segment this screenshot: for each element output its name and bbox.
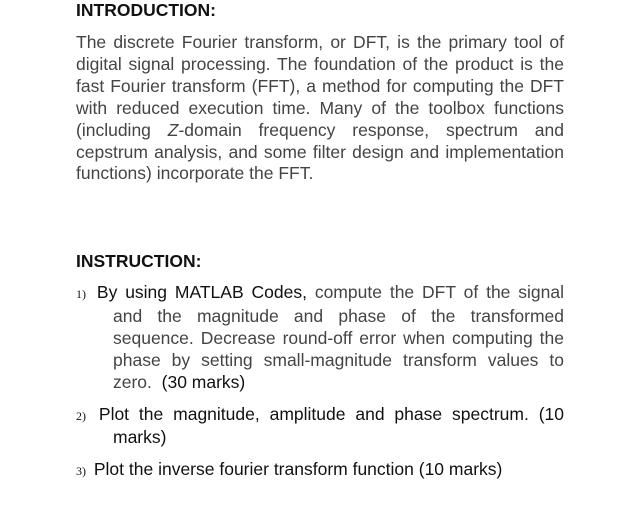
- item-text: Plot the magnitude, amplitude and phase spectrum. (10 marks): [98, 403, 564, 448]
- item-marks: (30 marks): [151, 371, 246, 392]
- item-number: 1): [76, 287, 86, 301]
- intro-text-part-1: The discrete Fourier transform, or DFT, is the primary tool of digital signal processing. The foundation of the product is the fast Fourier transform (FFT), a method for computing the DFT with reduced execution time. Many of the toolbox functions (including: [76, 32, 564, 140]
- instruction-heading: INSTRUCTION:: [76, 251, 202, 271]
- instruction-list: [76, 282, 564, 483]
- introduction-heading: INTRODUCTION:: [76, 0, 216, 20]
- instruction-item-2: [76, 404, 564, 450]
- item-number: 2): [76, 408, 86, 423]
- intro-text-part-2: -domain frequency response, spectrum and cepstrum analysis, and some filter design and implementation functions) incorporate the FFT.: [76, 119, 564, 184]
- instruction-item-1: [76, 282, 564, 394]
- introduction-paragraph: [76, 32, 564, 185]
- item-lead-text: By using MATLAB Codes,: [96, 282, 307, 302]
- item-text: Plot the inverse fourier transform function (10 marks): [93, 459, 503, 480]
- instruction-item-3: [76, 459, 564, 483]
- z-domain-italic: Z: [167, 119, 179, 140]
- item-number: 3): [76, 464, 86, 479]
- item-body-text: compute the DFT of the signal and the magnitude and phase of the transformed sequence. Decrease round-off error when computing the phase by setting small-magnitude transform values to zero.: [113, 282, 565, 392]
